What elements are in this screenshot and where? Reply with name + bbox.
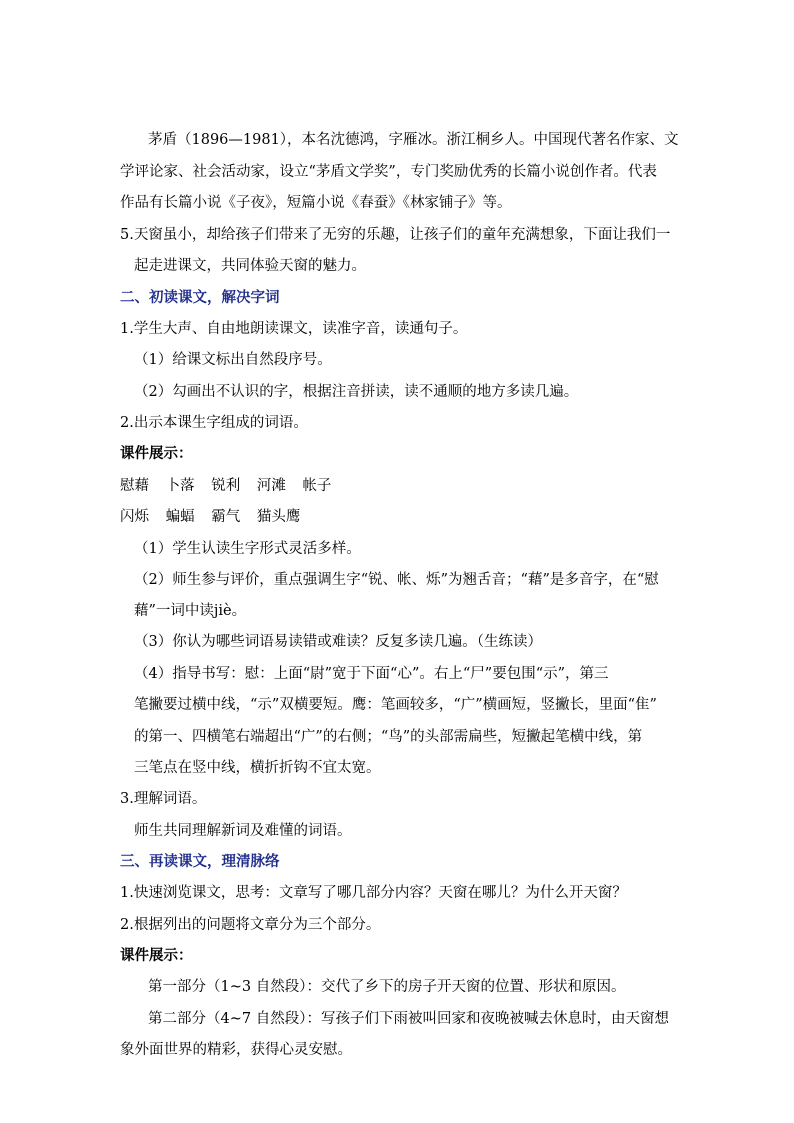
word-item: 霸气 <box>211 509 241 525</box>
author-bio-line-3: 作品有长篇小说《子夜》，短篇小说《春蚕》《林家铺子》等。 <box>120 195 512 211</box>
word-item: 蝙蝠 <box>165 509 195 525</box>
item5-line-1: 5.天窗虽小，却给孩子们带来了无穷的乐趣，让孩子们的童年充满想象，下面让我们一 <box>120 227 671 243</box>
word-item: 锐利 <box>211 478 241 494</box>
item5-line-2: 起走进课文，共同体验天窗的魅力。 <box>134 258 366 274</box>
word-item: 帐子 <box>302 478 332 494</box>
section3-heading: 三、再读课文，理清脉络 <box>120 854 280 870</box>
section3-part2-line1: 第二部分（4~7 自然段）：写孩子们下雨被叫回家和夜晚被喊去休息时，由天窗想 <box>148 1011 669 1027</box>
section2-item2: 2.出示本课生字组成的词语。 <box>120 415 308 431</box>
section2-courseware-label: 课件展示： <box>120 446 193 462</box>
word-item: 河滩 <box>256 478 286 494</box>
word-item: 卜落 <box>165 478 195 494</box>
section2-item1: 1.学生大声、自由地朗读课文，读准字音，读通句子。 <box>120 321 468 337</box>
section3-part1: 第一部分（1~3 自然段）：交代了乡下的房子开天窗的位置、形状和原因。 <box>148 979 626 995</box>
section3-item1: 1.快速浏览课文，思考：文章写了哪几部分内容？天窗在哪儿？为什么开天窗？ <box>120 885 627 901</box>
section2-sub1: （1）学生认读生字形式灵活多样。 <box>134 541 361 557</box>
author-bio-line-1: 茅盾（1896—1981），本名沈德鸿，字雁冰。浙江桐乡人。中国现代著名作家、文 <box>148 132 679 148</box>
word-item: 猫头鹰 <box>256 509 301 525</box>
words-row-2 <box>120 507 680 527</box>
section3-part2-line2: 象外面世界的精彩，获得心灵安慰。 <box>120 1042 352 1058</box>
section2-sub4-line1: （4）指导书写：慰：上面“尉”宽于下面“心”。右上“尸”要包围“示”，第三 <box>134 666 609 682</box>
section3-item2: 2.根据列出的问题将文章分为三个部分。 <box>120 917 381 933</box>
section2-sub2-line2: 藉”一词中读jiè。 <box>134 603 247 619</box>
section2-item1-sub1: （1）给课文标出自然段序号。 <box>134 352 332 368</box>
word-item: 闪烁 <box>120 509 149 525</box>
section2-item3-text: 师生共同理解新词及难懂的词语。 <box>134 823 352 839</box>
section2-sub2-line1: （2）师生参与评价，重点强调生字“锐、帐、烁”为翘舌音；“藉”是多音字，在“慰 <box>134 572 659 588</box>
section2-sub4-line4: 三笔点在竖中线，横折折钩不宜太宽。 <box>134 760 381 776</box>
section2-sub4-line2: 笔撇要过横中线，“示”双横要短。鹰：笔画较多，“广”横画短，竖撇长，里面“隹” <box>134 697 657 713</box>
word-item: 慰藉 <box>120 478 149 494</box>
author-bio-line-2: 学评论家、社会活动家，设立“茅盾文学奖”，专门奖励优秀的长篇小说创作者。代表 <box>120 164 657 180</box>
section2-sub3: （3）你认为哪些词语易读错或难读？反复多读几遍。（生练读） <box>134 634 542 650</box>
section2-item3: 3.理解词语。 <box>120 791 207 807</box>
words-row-1 <box>120 476 680 496</box>
section3-courseware-label: 课件展示： <box>120 948 193 964</box>
section2-sub4-line3: 的第一、四横笔右端超出“广”的右侧；“鸟”的头部需扁些，短撇起笔横中线，第 <box>134 729 643 745</box>
section2-heading: 二、初读课文，解决字词 <box>120 290 280 306</box>
section2-item1-sub2: （2）勾画出不认识的字，根据注音拼读，读不通顺的地方多读几遍。 <box>134 384 579 400</box>
